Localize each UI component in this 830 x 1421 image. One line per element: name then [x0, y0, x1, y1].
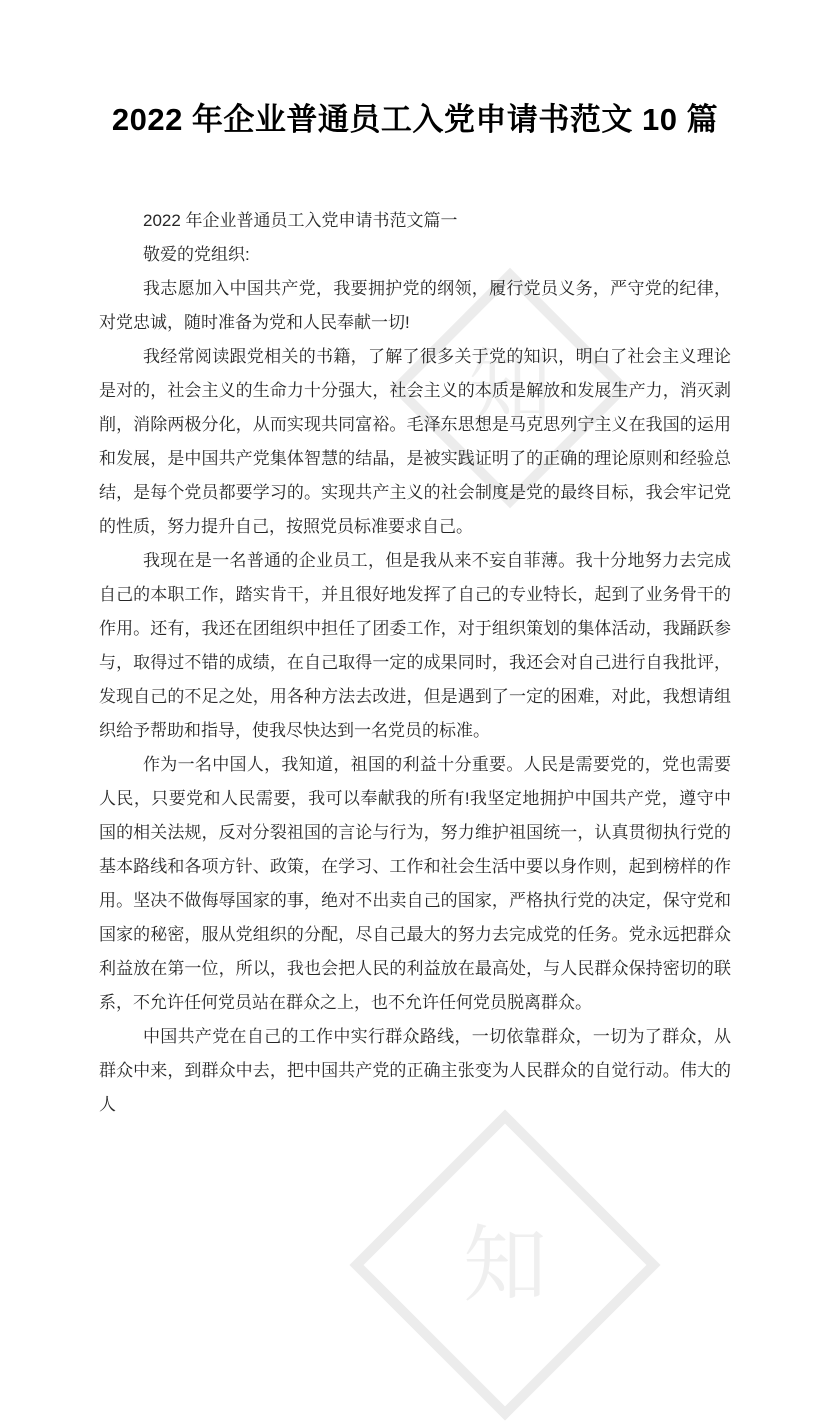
watermark-logo-icon	[349, 1109, 660, 1420]
paragraph: 我现在是一名普通的企业员工，但是我从来不妄自菲薄。我十分地努力去完成自己的本职工作，踏实肯干，并且很好地发挥了自己的专业特长，起到了业务骨干的作用。还有，我还在团组织中担任了团委工作，对于组织策划的集体活动，我踊跃参与，取得过不错的成绩，在自己取得一定的成果同时，我还会对自己进行自我批评，发现自己的不足之处，用各种方法去改进，但是遇到了一定的困难，对此，我想请组织给予帮助和指导，使我尽快达到一名党员的标准。	[99, 551, 731, 740]
document-title: 2022 年企业普通员工入党申请书范文 10 篇	[111, 102, 719, 137]
paragraph: 中国共产党在自己的工作中实行群众路线，一切依靠群众，一切为了群众，从群众中来，到群众中去，把中国共产党的正确主张变为人民群众的自觉行动。伟大的人	[99, 1027, 731, 1114]
watermark-glyph: 知	[462, 1217, 548, 1312]
paragraph: 我经常阅读跟党相关的书籍，了解了很多关于党的知识，明白了社会主义理论是对的，社会主义的生命力十分强大，社会主义的本质是解放和发展生产力，消灭剥削，消除两极分化，从而实现共同富裕。毛泽东思想是马克思列宁主义在我国的运用和发展，是中国共产党集体智慧的结晶，是被实践证明了的正确的理论原则和经验总结，是每个党员都要学习的。实现共产主义的社会制度是党的最终目标，我会牢记党的性质，努力提升自己，按照党员标准要求自己。	[99, 347, 731, 536]
paragraph: 我志愿加入中国共产党，我要拥护党的纲领，履行党员义务，严守党的纪律，对党忠诚，随时准备为党和人民奉献一切!	[99, 279, 731, 332]
document-body	[99, 204, 731, 1122]
salutation: 敬爱的党组织:	[143, 245, 250, 264]
watermark-glyph: 知	[467, 340, 553, 435]
section-heading: 2022 年企业普通员工入党申请书范文篇一	[143, 211, 458, 230]
paragraph: 作为一名中国人，我知道，祖国的利益十分重要。人民是需要党的，党也需要人民，只要党和人民需要，我可以奉献我的所有!我坚定地拥护中国共产党，遵守中国的相关法规，反对分裂祖国的言论与行为，努力维护祖国统一，认真贯彻执行党的基本路线和各项方针、政策，在学习、工作和社会生活中要以身作则，起到榜样的作用。坚决不做侮辱国家的事，绝对不出卖自己的国家，严格执行党的决定，保守党和国家的秘密，服从党组织的分配，尽自己最大的努力去完成党的任务。党永远把群众利益放在第一位，所以，我也会把人民的利益放在最高处，与人民群众保持密切的联系，不允许任何党员站在群众之上，也不允许任何党员脱离群众。	[99, 755, 731, 1012]
